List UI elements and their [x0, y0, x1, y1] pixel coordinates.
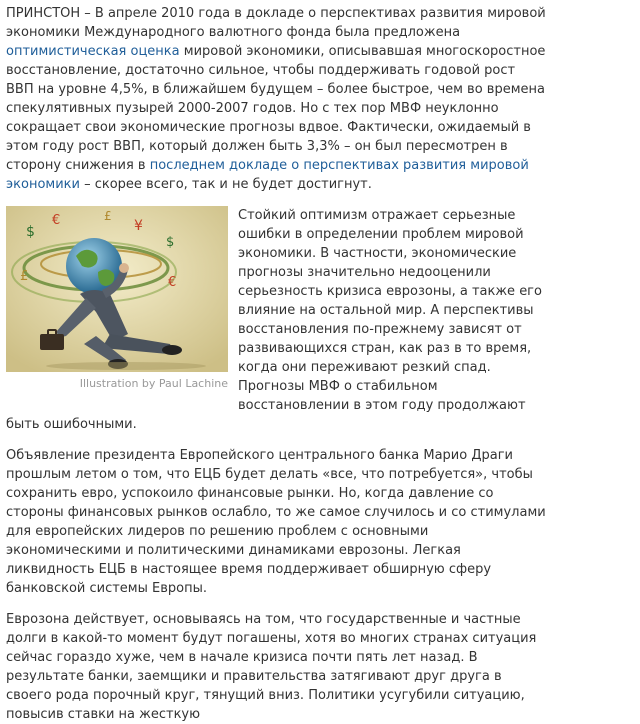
svg-text:$: $	[166, 235, 175, 250]
svg-text:€: €	[52, 213, 61, 228]
paragraph-intro-text-1: ПРИНСТОН – В апреле 2010 года в докладе о перспективах развития мировой экономики Международного валютного фонда была предложена	[6, 6, 546, 40]
illustration-image	[6, 206, 228, 372]
paragraph-eurozone: Еврозона действует, основываясь на том, что государственные и частные долги в какой-то момент будут погашены, хотя во многих странах ситуация сейчас гораздо хуже, чем в начале кризиса почти пять лет назад. В результате банки, заемщики и правительства затягивают друг друга в своего рода порочный круг, тянущий вниз. Политики усугубили ситуацию, повысив ставки на жесткую	[6, 612, 537, 722]
link-latest-weo-report[interactable]: последнем докладе о перспективах развития мировой экономики	[6, 158, 529, 192]
paragraph-ecb: Объявление президента Европейского центрального банка Марио Драги прошлым летом о том, что ЕЦБ будет делать «все, что потребуется», чтобы сохранить евро, успокоило финансовые рынки. Но, когда давление со стороны финансовых рынков ослабло, то же самое случилось и со стимулами для европейских лидеров по решению проблем с основными экономическими и политическими динамиками еврозоны. Легкая ликвидность ЕЦБ в настоящее время поддерживает обширную сферу банковской системы Европы.	[6, 448, 546, 596]
paragraph-intro	[6, 4, 546, 194]
svg-text:£: £	[104, 209, 112, 223]
svg-text:£: £	[20, 269, 29, 284]
svg-text:€: €	[168, 275, 177, 290]
svg-text:¥: ¥	[134, 218, 143, 234]
link-optimistic-estimate[interactable]: оптимистическая оценка	[6, 44, 180, 59]
svg-text:$: $	[26, 224, 35, 240]
paragraph-optimism: Стойкий оптимизм отражает серьезные ошибки в определении проблем мировой экономики. В частности, экономические прогнозы значительно недооценили серьезность кризиса еврозоны, а также его влияние на остальной мир. А перспективы восстановления по-прежнему зависят от развивающихся стран, как раз в то время, когда они переживают резкий спад. Прогнозы МВФ о стабильном восстановлении в этом году продолжают быть ошибочными.	[6, 208, 542, 432]
paragraph-intro-text-2: мировой экономики, описывавшая многоскоростное восстановление, достаточно сильное, чтобы поддерживать годовой рост ВВП на уровне 4,5%, в ближайшем будущем – более быстрое, чем во времена спекулятивных пузырей 2000-2007 годов. Но с тех пор МВФ неуклонно сокращает свои экономические прогнозы вдвое. Фактически, ожидаемый в этом году рост ВВП, который должен быть 3,3% – он был пересмотрен в сторону снижения в	[6, 44, 546, 173]
figure-caption: Illustration by Paul Lachine	[79, 377, 228, 390]
article-figure	[6, 206, 228, 392]
paragraph-intro-text-3: – скорее всего, так и не будет достигнут.	[79, 177, 372, 192]
